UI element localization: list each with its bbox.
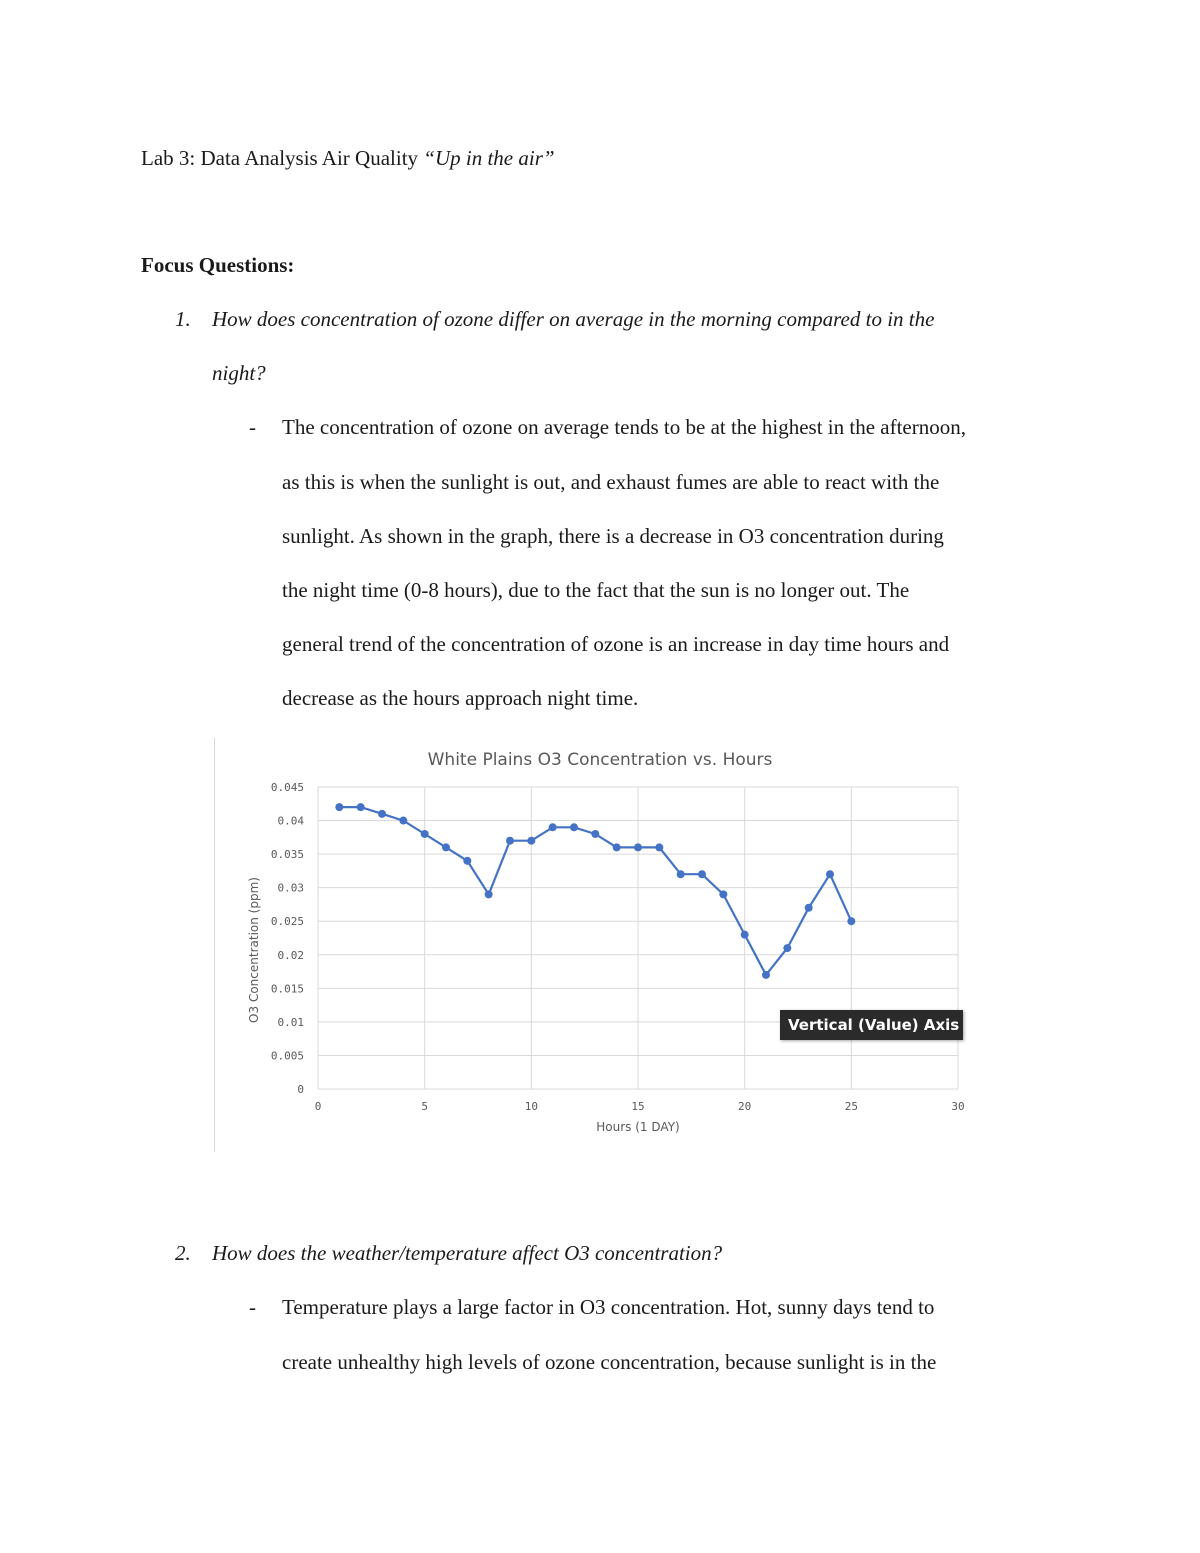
data-point-5 — [421, 830, 429, 838]
x-gridlines — [318, 787, 958, 1089]
data-point-3 — [378, 810, 386, 818]
answer-2-line-1: Temperature plays a large factor in O3 concentration. Hot, sunny days tend to — [282, 1295, 935, 1319]
x-tick-label-2: 10 — [524, 1100, 538, 1113]
question-1-number: 1. — [175, 307, 191, 331]
answer-1-line-6: decrease as the hours approach night time. — [282, 686, 639, 710]
title-italic-text: “Up in the air” — [423, 146, 555, 170]
answer-1-line-3: sunlight. As shown in the graph, there is a decrease in O3 concentration during — [282, 524, 944, 548]
answer-1-line-1: The concentration of ozone on average tends to be at the highest in the afternoon, — [282, 415, 966, 439]
y-tick-label-5: 0.025 — [270, 915, 304, 929]
data-point-10 — [527, 837, 535, 845]
chart-title: White Plains O3 Concentration vs. Hours — [427, 750, 773, 770]
x-tick-label-0: 0 — [314, 1100, 322, 1113]
ozone-line-chart[interactable] — [212, 738, 982, 1152]
question-2-number: 2. — [175, 1241, 191, 1265]
x-tick-label-5: 25 — [844, 1100, 858, 1113]
x-axis-label: Hours (1 DAY) — [596, 1120, 680, 1134]
y-tick-label-8: 0.04 — [277, 814, 304, 828]
answer-2-dash: - — [249, 1295, 256, 1319]
y-tick-label-1: 0.005 — [270, 1049, 304, 1063]
data-point-11 — [549, 823, 557, 831]
answer-1-line-5: general trend of the concentration of ozone is an increase in day time hours and — [282, 632, 950, 656]
y-tick-label-3: 0.015 — [270, 982, 304, 996]
series-points-o3 — [335, 803, 855, 979]
data-point-19 — [719, 890, 727, 898]
document-title — [141, 145, 555, 171]
data-point-7 — [463, 857, 471, 865]
data-point-2 — [357, 803, 365, 811]
data-point-9 — [506, 837, 514, 845]
y-tick-label-0: 0 — [297, 1083, 304, 1096]
data-point-22 — [783, 944, 791, 952]
data-point-23 — [805, 904, 813, 912]
data-point-1 — [335, 803, 343, 811]
y-tick-label-6: 0.03 — [277, 881, 304, 895]
y-tick-label-2: 0.01 — [277, 1015, 304, 1029]
data-point-15 — [634, 843, 642, 851]
answer-1-line-4: the night time (0-8 hours), due to the fact that the sun is no longer out. The — [282, 578, 910, 602]
data-point-6 — [442, 843, 450, 851]
answer-2-line-2: create unhealthy high levels of ozone concentration, because sunlight is in the — [282, 1350, 937, 1374]
answer-1-dash: - — [249, 415, 256, 439]
data-point-18 — [698, 870, 706, 878]
data-point-4 — [399, 817, 407, 825]
question-1-line-1: How does concentration of ozone differ on average in the morning compared to in the — [212, 307, 935, 331]
x-tick-labels — [315, 1100, 965, 1113]
data-point-17 — [677, 870, 685, 878]
data-point-8 — [485, 890, 493, 898]
data-point-20 — [741, 931, 749, 939]
data-point-14 — [613, 843, 621, 851]
x-tick-label-4: 20 — [738, 1100, 752, 1113]
question-2-line-1: How does the weather/temperature affect O3 concentration? — [212, 1241, 723, 1265]
data-point-12 — [570, 823, 578, 831]
y-tick-label-7: 0.035 — [270, 848, 304, 862]
data-point-13 — [591, 830, 599, 838]
y-tick-label-9: 0.045 — [270, 781, 304, 794]
x-tick-label-6: 30 — [951, 1100, 965, 1113]
data-point-21 — [762, 971, 770, 979]
data-point-25 — [847, 917, 855, 925]
axis-tooltip: Vertical (Value) Axis — [780, 1010, 963, 1040]
x-tick-label-1: 5 — [421, 1100, 428, 1113]
focus-questions-heading: Focus Questions: — [141, 253, 295, 277]
data-point-24 — [826, 870, 834, 878]
y-tick-label-4: 0.02 — [277, 948, 304, 962]
y-tick-labels[interactable] — [271, 781, 304, 1096]
answer-1-line-2: as this is when the sunlight is out, and exhaust fumes are able to react with the — [282, 470, 940, 494]
question-1-line-2: night? — [212, 361, 266, 385]
x-tick-label-3: 15 — [631, 1100, 645, 1113]
title-text: Lab 3: Data Analysis Air Quality — [141, 146, 424, 170]
chart-container[interactable] — [212, 738, 982, 1152]
data-point-16 — [655, 843, 663, 851]
y-axis-label: O3 Concentration (ppm) — [247, 877, 261, 1023]
